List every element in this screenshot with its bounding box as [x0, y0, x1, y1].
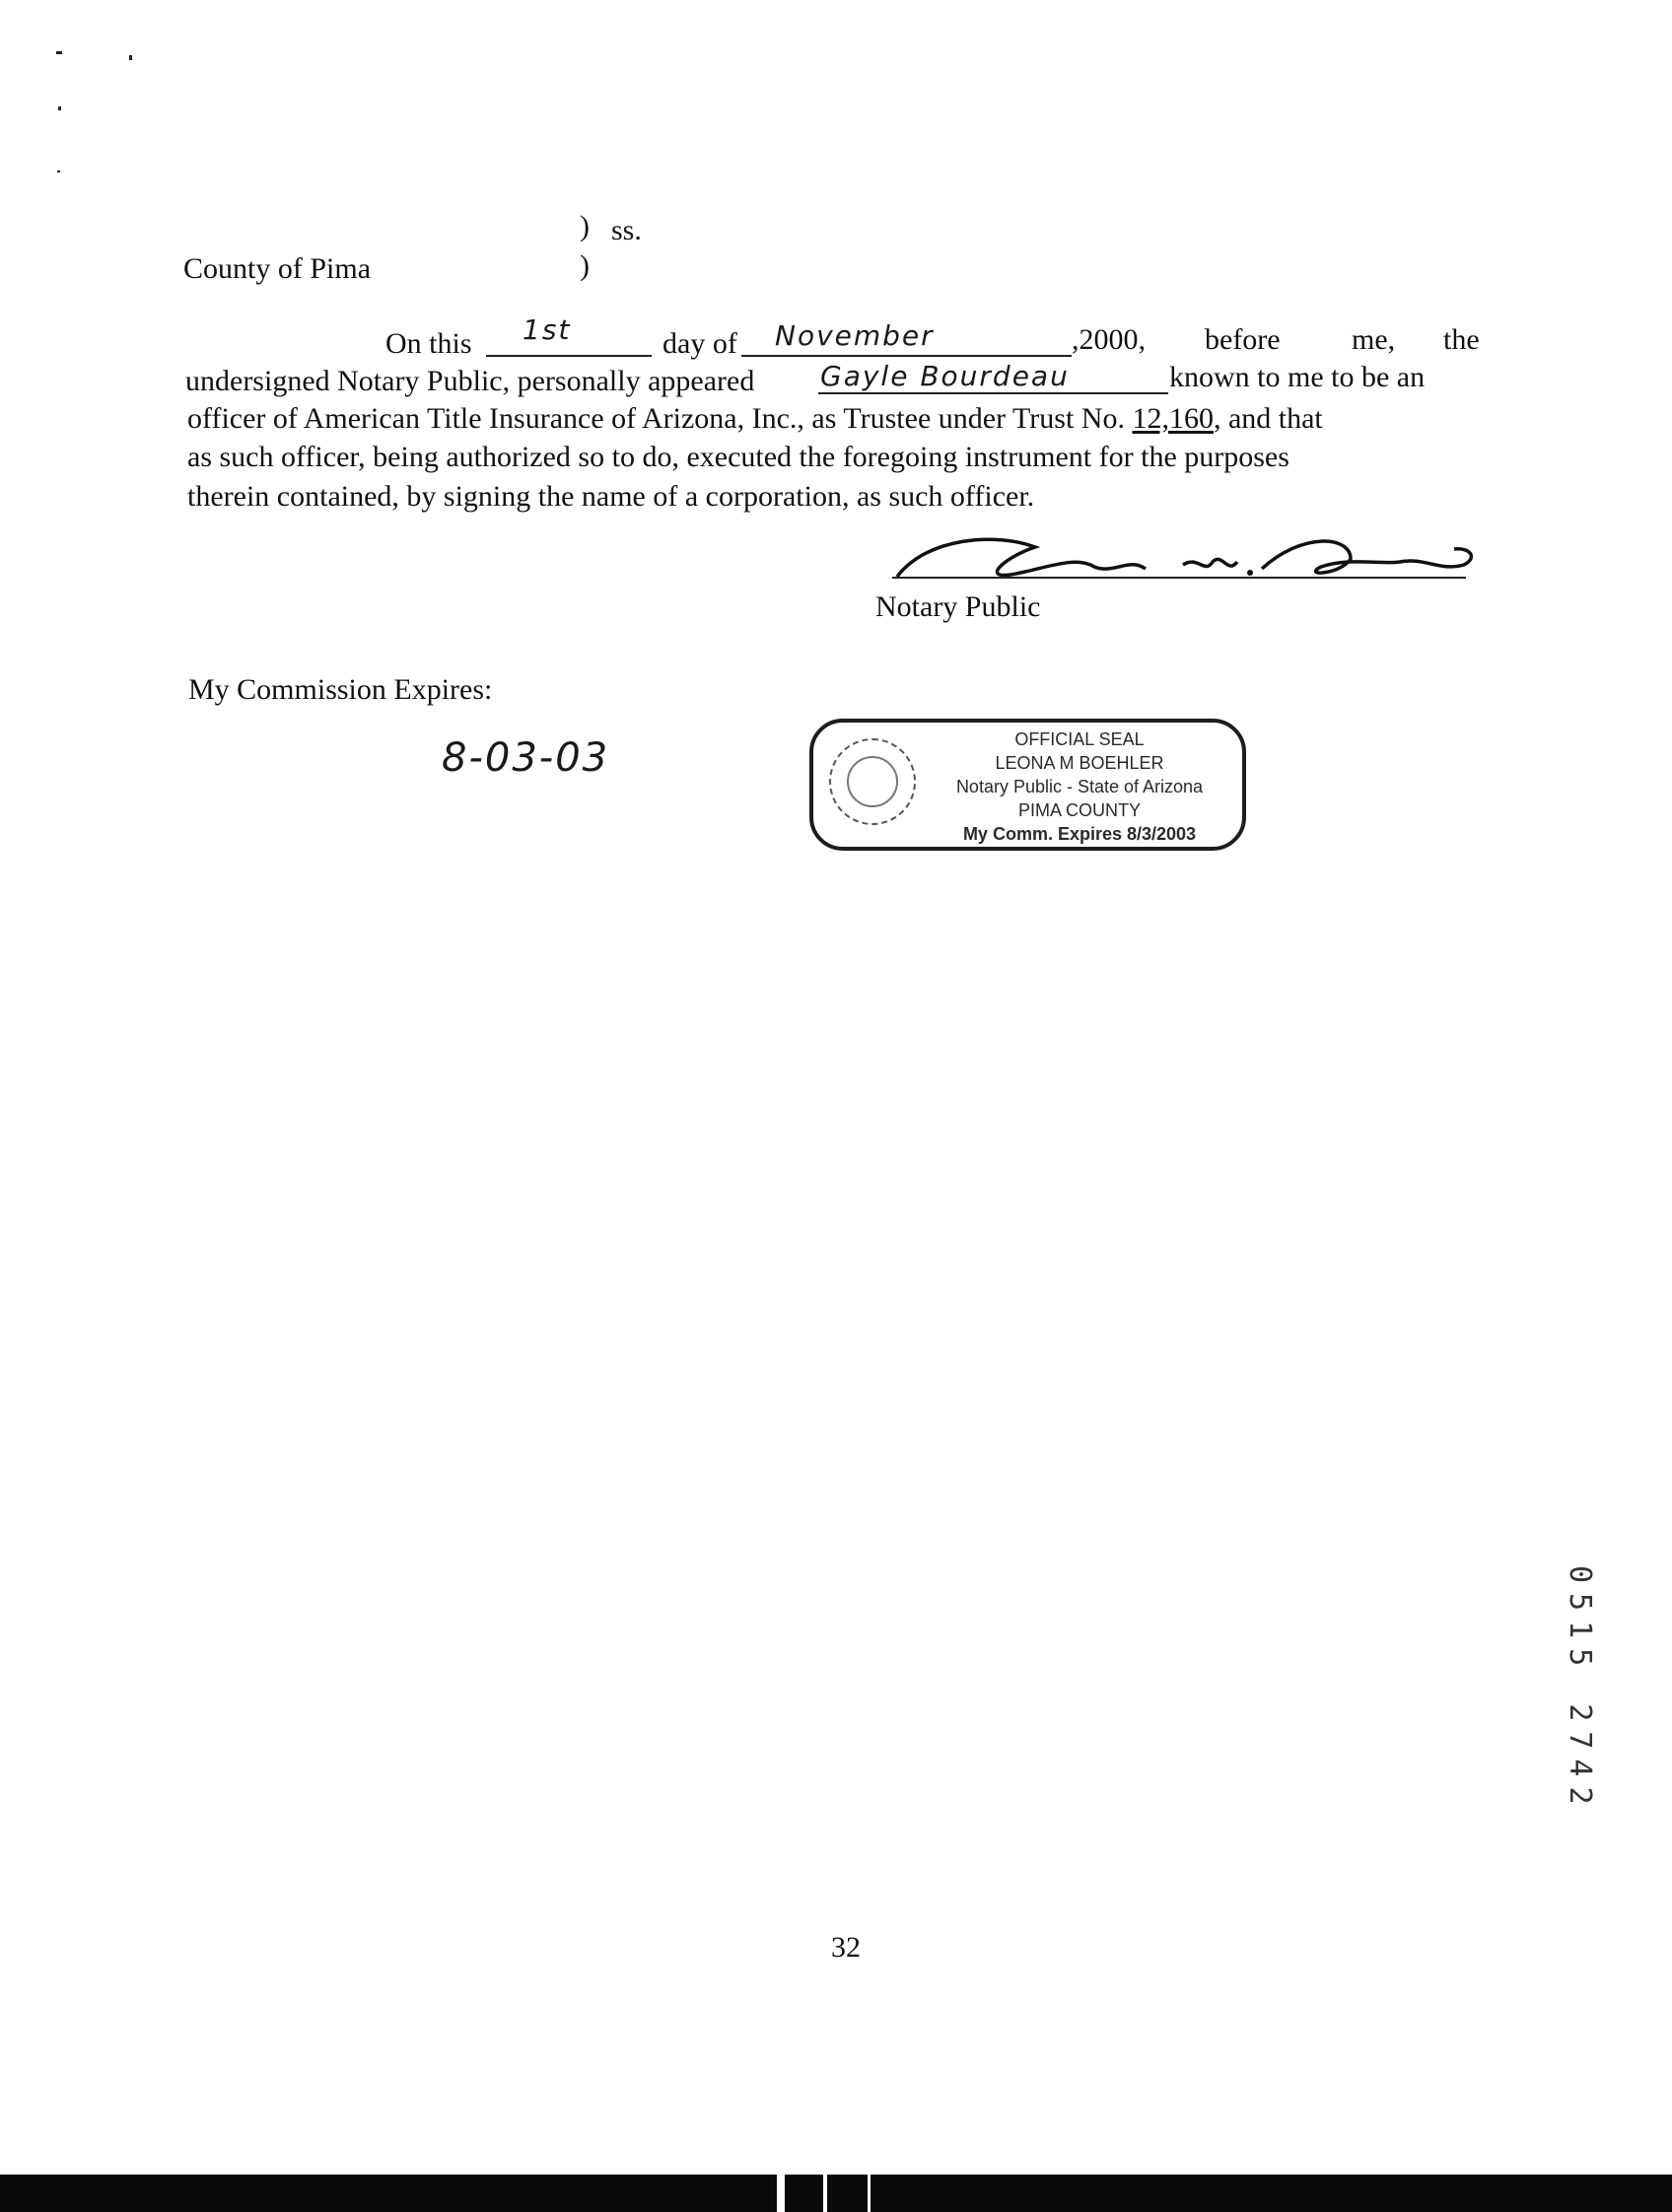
ack-on-this: On this — [385, 327, 472, 360]
scan-bar-gap — [823, 2175, 827, 2212]
signature-line — [892, 577, 1466, 579]
seal-line-2: LEONA M BOEHLER — [995, 753, 1164, 773]
ack-line3-start: officer of American Title Insurance of Arizona, Inc., as Trustee under Trust No. — [187, 402, 1125, 435]
commission-date-handwritten: 8-03-03 — [442, 735, 610, 781]
name-handwritten: Gayle Bourdeau — [820, 360, 1070, 392]
ack-year: ,2000, — [1072, 323, 1146, 356]
seal-line-4: PIMA COUNTY — [1017, 800, 1141, 820]
ack-line5: therein contained, by signing the name of a corporation, as such officer. — [187, 480, 1035, 513]
scan-bar-gap — [777, 2175, 785, 2212]
ack-line2-end: known to me to be an — [1169, 361, 1426, 393]
ack-line2-start: undersigned Notary Public, personally appeared — [185, 365, 755, 397]
ack-line4: as such officer, being authorized so to do, executed the foregoing instrument for the purposes — [187, 441, 1289, 473]
scan-speck — [57, 171, 60, 173]
venue-county-bracket: ) — [580, 249, 590, 282]
scan-speck — [129, 55, 132, 60]
state-seal-emblem-icon — [829, 738, 916, 825]
seal-line-5: My Comm. Expires 8/3/2003 — [962, 824, 1197, 844]
side-stamp-text: 0515 2742 — [1563, 1565, 1597, 1815]
scan-bottom-bar — [0, 2175, 1672, 2212]
ack-day-of: day of — [662, 327, 737, 360]
scan-speck — [58, 106, 61, 110]
commission-label: My Commission Expires: — [188, 673, 493, 706]
page-number: 32 — [831, 1931, 861, 1964]
scan-bar-gap — [868, 2175, 871, 2212]
month-fill-line — [741, 355, 1072, 357]
scan-speck — [56, 51, 62, 54]
venue-ss: ss. — [611, 214, 642, 246]
venue-ss-bracket: ) — [580, 210, 590, 242]
recording-side-stamp — [1563, 1565, 1607, 1901]
name-fill-line — [818, 392, 1168, 394]
day-handwritten: 1st — [522, 313, 572, 346]
ack-me: me, — [1352, 323, 1396, 356]
ack-line3-end: , and that — [1213, 402, 1323, 435]
official-seal-stamp — [809, 719, 1246, 851]
ack-before: before — [1205, 323, 1281, 356]
trust-number: 12,160 — [1132, 402, 1214, 435]
notary-signature — [887, 518, 1479, 591]
ack-line3 — [187, 404, 1323, 434]
signature-caption: Notary Public — [875, 590, 1041, 623]
venue-county: County of Pima — [183, 252, 372, 285]
seal-line-1: OFFICIAL SEAL — [1014, 729, 1145, 749]
seal-line-3: Notary Public - State of Arizona — [955, 777, 1204, 796]
month-handwritten: November — [775, 319, 935, 352]
day-fill-line — [486, 355, 652, 357]
ack-the: the — [1443, 323, 1480, 356]
